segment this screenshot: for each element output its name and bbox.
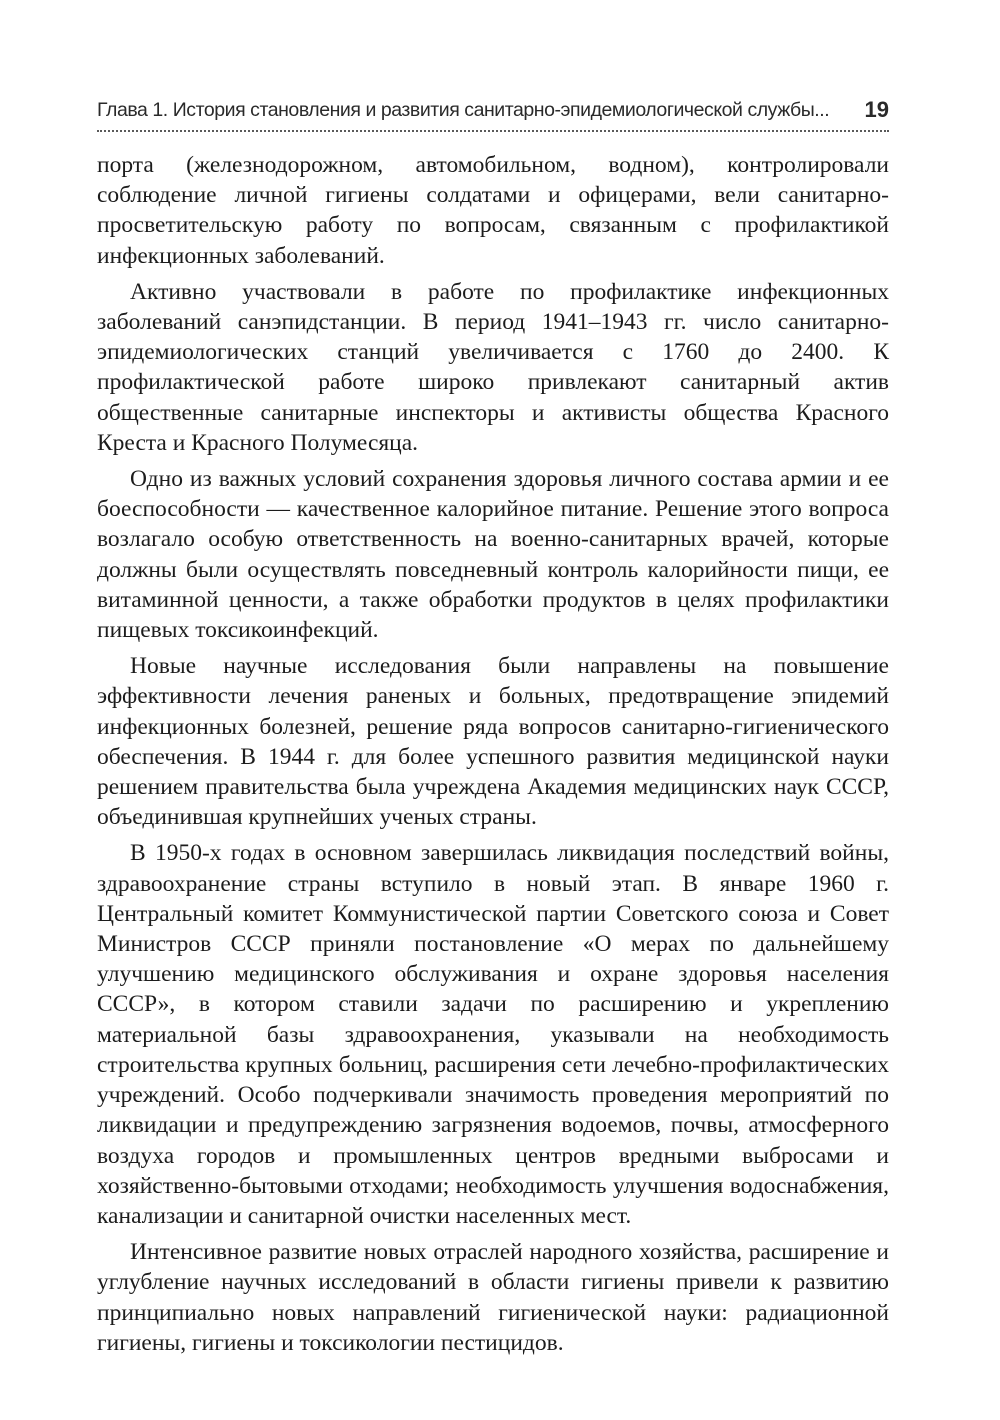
paragraph: В 1950-х годах в основном завершилась ликвидация последствий войны, здравоохранение страны вступило в новый этап. В январе 1960 г. Центральный комитет Коммунистической партии Советского союза и Совет Министров СССР приняли постановление «О мерах по дальнейшему улучшению медицинского обслуживания и охране здоровья населения СССР», в котором ставили задачи по расширению и укреплению материальной базы здравоохранения, указывали на необходимость строительства крупных больниц, расширения сети лечебно-профилактических учреждений. Особо подчеркивали значимость проведения мероприятий по ликвидации и предупреждению загрязнения водоемов, почвы, атмосферного воздуха городов и промышленных центров вредными выбросами и хозяйственно-бытовыми отходами; необходимость улучшения водоснабжения, канализации и санитарной очистки населенных мест.: [97, 840, 889, 1229]
body-text: [97, 150, 889, 1358]
paragraph: Интенсивное развитие новых отраслей народного хозяйства, расширение и углубление научных исследований в области гигиены привели к развитию принципиально новых направлений гигиенической науки: радиационной гигиены, гигиены и токсикологии пестицидов.: [97, 1239, 889, 1356]
running-header: [97, 96, 889, 132]
paragraph: Новые научные исследования были направлены на повышение эффективности лечения раненых и больных, предотвращение эпидемий инфекционных болезней, решение ряда вопросов санитарно-гигиенического обеспечения. В 1944 г. для более успешного развития медицинской науки решением правительства была учреждена Академия медицинских наук СССР, объединившая крупнейших ученых страны.: [97, 653, 889, 831]
paragraph: Активно участвовали в работе по профилактике инфекционных заболеваний санэпидстанции. В период 1941–1943 гг. число санитарно-эпидемиологических станций увеличивается с 1760 до 2400. К профилактической работе широко привлекают санитарный актив общественные санитарные инспекторы и активисты общества Красного Креста и Красного Полумесяца.: [97, 278, 889, 456]
chapter-title: Глава 1. История становления и развития санитарно-эпидемиологической службы...: [97, 99, 830, 121]
paragraph-continuation: порта (железнодорожном, автомобильном, водном), контролировали соблюдение личной гигиены солдатами и офицерами, вели санитарно-просветительскую работу по вопросам, связанным с профилактикой инфекционных заболеваний.: [97, 152, 889, 269]
page-number: 19: [864, 97, 889, 122]
paragraph: Одно из важных условий сохранения здоровья личного состава армии и ее боеспособности — качественное калорийное питание. Решение этого вопроса возлагало особую ответственность на военно-санитарных врачей, которые должны были осуществлять повседневный контроль калорийности пищи, ее витаминной ценности, а также обработки продуктов в целях профилактики пищевых токсикоинфекций.: [97, 466, 889, 644]
